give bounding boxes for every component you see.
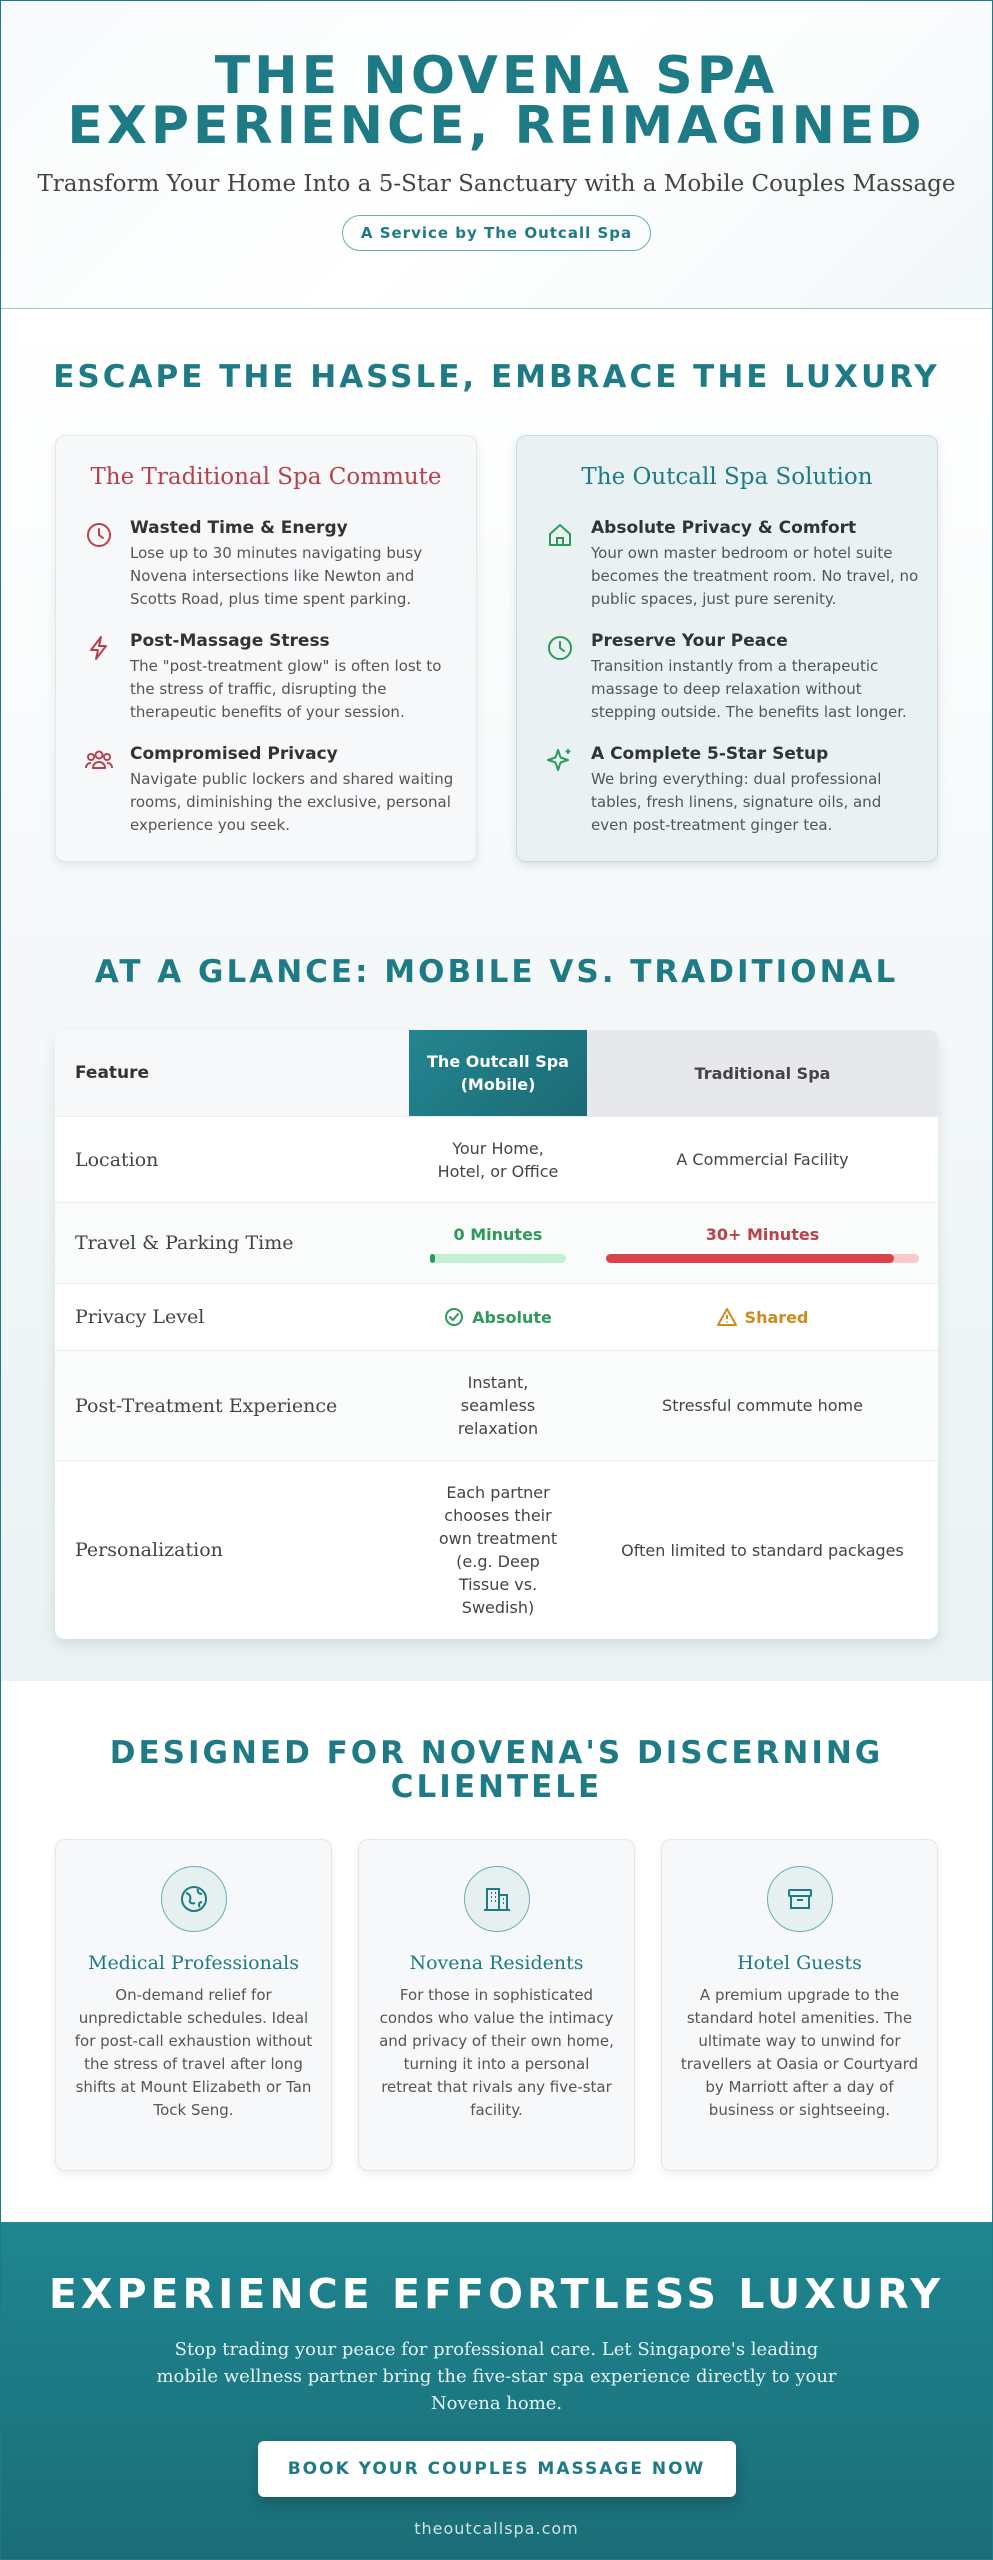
escape-section bbox=[1, 310, 992, 880]
table-row bbox=[55, 1203, 938, 1284]
row-mobile-bar bbox=[409, 1203, 587, 1283]
mobile-time-fill bbox=[430, 1254, 435, 1263]
audience-card-medical bbox=[55, 1839, 332, 2171]
clock-icon bbox=[545, 633, 575, 663]
book-now-button[interactable]: BOOK YOUR COUPLES MASSAGE NOW bbox=[258, 2441, 736, 2497]
cta-title: EXPERIENCE EFFORTLESS LUXURY bbox=[48, 2270, 945, 2318]
service-badge: A Service by The Outcall Spa bbox=[342, 215, 651, 251]
cta-section bbox=[1, 2222, 992, 2560]
point-title: Preserve Your Peace bbox=[591, 631, 788, 651]
traditional-time-fill bbox=[606, 1254, 894, 1263]
page-title bbox=[1, 46, 992, 156]
row-feature: Location bbox=[75, 1148, 159, 1171]
header-feature: Feature bbox=[55, 1030, 409, 1116]
sparkle-icon bbox=[545, 746, 575, 776]
page-title-line2: EXPERIENCE, REIMAGINED bbox=[67, 96, 926, 156]
point-text: The "post-treatment glow" is often lost to the stress of traffic, disrupting the therapeutic benefits of your session. bbox=[130, 657, 442, 721]
traditional-commute-card bbox=[55, 435, 477, 862]
point-title: Compromised Privacy bbox=[130, 744, 338, 764]
warning-icon bbox=[717, 1307, 737, 1327]
point-wasted-time bbox=[84, 518, 459, 611]
header-mobile: The Outcall Spa (Mobile) bbox=[409, 1030, 587, 1116]
row-traditional: Stressful commute home bbox=[662, 1396, 863, 1415]
mobile-time-track bbox=[430, 1254, 566, 1263]
point-text: Your own master bedroom or hotel suite becomes the treatment room. No travel, no public spaces, just pure serenity. bbox=[591, 544, 919, 608]
comparison-table bbox=[55, 1030, 938, 1639]
point-text: We bring everything: dual professional tables, fresh linens, signature oils, and even post-treatment ginger tea. bbox=[591, 770, 882, 834]
traditional-heading: The Traditional Spa Commute bbox=[90, 464, 442, 490]
table-row bbox=[55, 1284, 938, 1351]
table-header-row bbox=[55, 1030, 938, 1117]
header-traditional: Traditional Spa bbox=[587, 1030, 938, 1116]
point-five-star-setup bbox=[545, 744, 920, 837]
row-feature: Travel & Parking Time bbox=[75, 1232, 294, 1254]
point-text: Transition instantly from a therapeutic massage to deep relaxation without stepping outside. The benefits last longer. bbox=[591, 657, 907, 721]
comparison-title: AT A GLANCE: MOBILE VS. TRADITIONAL bbox=[94, 954, 899, 990]
privacy-mobile-value: Absolute bbox=[472, 1307, 552, 1327]
clientele-section bbox=[1, 1681, 992, 2222]
outcall-heading: The Outcall Spa Solution bbox=[581, 464, 873, 490]
table-row bbox=[55, 1117, 938, 1203]
point-title: Absolute Privacy & Comfort bbox=[591, 518, 857, 538]
page-title-line1: THE NOVENA SPA bbox=[214, 46, 779, 106]
comparison-section bbox=[1, 880, 992, 1681]
row-traditional bbox=[587, 1284, 938, 1350]
traditional-time-track bbox=[606, 1254, 919, 1263]
audience-title: Hotel Guests bbox=[737, 1952, 862, 1974]
point-title: Post-Massage Stress bbox=[130, 631, 330, 651]
point-preserve-peace bbox=[545, 631, 920, 724]
audience-card-hotel bbox=[661, 1839, 938, 2171]
website-link[interactable]: theoutcallspa.com bbox=[414, 2519, 579, 2538]
audience-title: Novena Residents bbox=[409, 1952, 584, 1974]
point-title: Wasted Time & Energy bbox=[130, 518, 348, 538]
row-mobile: Each partner chooses their own treatment (e.g. Deep Tissue vs. Swedish) bbox=[438, 1483, 558, 1617]
row-mobile: Your Home, Hotel, or Office bbox=[437, 1138, 559, 1181]
traditional-time-label: 30+ Minutes bbox=[705, 1225, 820, 1244]
hero bbox=[1, 1, 992, 309]
point-title: A Complete 5-Star Setup bbox=[591, 744, 829, 764]
point-absolute-privacy bbox=[545, 518, 920, 611]
clientele-title-line2: CLIENTELE bbox=[390, 1769, 603, 1805]
cta-text: Stop trading your peace for professional care. Let Singapore's leading mobile wellness partner bring the five-star spa experience directly to your Novena home. bbox=[156, 2339, 837, 2414]
audience-title: Medical Professionals bbox=[87, 1952, 299, 1974]
row-feature: Privacy Level bbox=[75, 1306, 205, 1328]
outcall-solution-card bbox=[516, 435, 938, 862]
point-text: Navigate public lockers and shared waiting rooms, diminishing the exclusive, personal experience you seek. bbox=[130, 770, 454, 834]
table-row bbox=[55, 1461, 938, 1639]
audience-text: A premium upgrade to the standard hotel amenities. The ultimate way to unwind for travellers at Oasia or Courtyard by Marriott after a day of business or sightseeing. bbox=[680, 1986, 919, 2119]
privacy-traditional-value: Shared bbox=[744, 1307, 809, 1327]
clock-icon bbox=[84, 520, 114, 550]
table-row bbox=[55, 1351, 938, 1461]
row-traditional: A Commercial Facility bbox=[676, 1150, 849, 1169]
audience-text: For those in sophisticated condos who value the intimacy and privacy of their own home, turning it into a personal retreat that rivals any five-star facility. bbox=[379, 1986, 614, 2119]
row-mobile: Instant, seamless relaxation bbox=[457, 1373, 539, 1438]
point-post-massage-stress bbox=[84, 631, 459, 724]
audience-card-residents bbox=[358, 1839, 635, 2171]
mobile-time-label: 0 Minutes bbox=[453, 1225, 543, 1244]
point-compromised-privacy bbox=[84, 744, 459, 837]
archive-box-icon bbox=[767, 1866, 833, 1932]
point-text: Lose up to 30 minutes navigating busy Novena intersections like Newton and Scotts Road, plus time spent parking. bbox=[130, 544, 423, 608]
audience-text: On-demand relief for unpredictable schedules. Ideal for post-call exhaustion without the stress of travel after long shifts at Mount Elizabeth or Tan Tock Seng. bbox=[74, 1986, 313, 2119]
row-traditional-bar bbox=[587, 1203, 938, 1283]
lightning-icon bbox=[84, 633, 114, 663]
row-feature: Post-Treatment Experience bbox=[75, 1394, 338, 1417]
clientele-title bbox=[1, 1736, 992, 1804]
hero-subtitle: Transform Your Home Into a 5-Star Sanctuary with a Mobile Couples Massage bbox=[37, 171, 956, 197]
clientele-title-line1: DESIGNED FOR NOVENA'S DISCERNING bbox=[109, 1735, 884, 1771]
people-icon bbox=[84, 746, 114, 776]
escape-title: ESCAPE THE HASSLE, EMBRACE THE LUXURY bbox=[53, 359, 940, 395]
check-circle-icon bbox=[444, 1307, 464, 1327]
row-feature: Personalization bbox=[75, 1539, 223, 1561]
row-traditional: Often limited to standard packages bbox=[621, 1540, 904, 1560]
building-icon bbox=[464, 1866, 530, 1932]
row-mobile bbox=[409, 1284, 587, 1350]
home-icon bbox=[545, 520, 575, 550]
globe-icon bbox=[161, 1866, 227, 1932]
